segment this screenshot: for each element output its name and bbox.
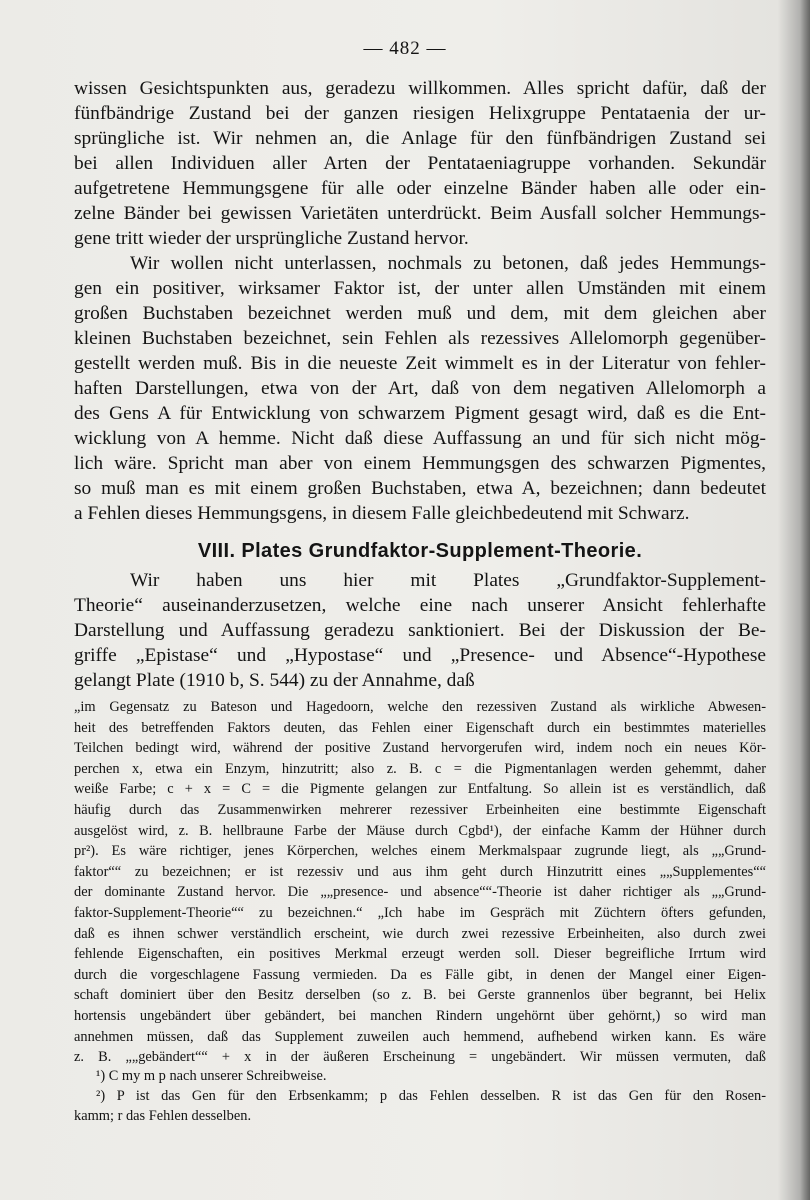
quote-line: fehlende Eigenschaften, ein positives Merkmal erzeugt werden soll. Dieser begreifliche Irrtum wird	[74, 946, 766, 963]
footnote-2: ²) P ist das Gen für den Erbsenkamm; p das Fehlen desselben. R ist das Gen für den Rosen-	[96, 1088, 766, 1104]
block-quote	[74, 697, 766, 1068]
paragraph-line: Theorie“ auseinanderzusetzen, welche eine nach unserer Ansicht fehlerhafte	[74, 595, 766, 616]
quote-line: faktor-Supplement-Theorie““ zu bezeichnen.“ „Ich habe im Gespräch mit Züchtern öfters gefunden,	[74, 904, 766, 921]
paragraph-line: gen ein positiver, wirksamer Faktor ist, der unter allen Umständen mit einem	[74, 278, 766, 299]
paragraph-line: so muß man es mit einem großen Buchstaben, etwa A, bezeichnen; dann bedeutet	[74, 478, 766, 499]
quote-line: schaft dominiert über den Besitz derselben (so z. B. bei Gerste grannenlos über begrannt, bei Helix	[74, 987, 766, 1004]
quote-line: „im Gegensatz zu Bateson und Hagedoorn, welche den rezessiven Zustand als wirkliche Abwesen-	[74, 699, 766, 715]
quote-line: hortensis ungebändert über gebändert, bei manchen Rindern ungehörnt über gehörnt,) so wird man	[74, 1007, 766, 1024]
paragraph-line: gene tritt wieder der ursprüngliche Zustand hervor.	[74, 228, 469, 249]
page-edge-shadow	[800, 0, 810, 1200]
paragraph-line: Darstellung und Auffassung geradezu sanktioniert. Bei der Diskussion der Be-	[74, 620, 766, 641]
paragraph-1	[74, 76, 766, 251]
section-heading: VIII. Plates Grundfaktor-Supplement-Theorie.	[197, 540, 643, 562]
paragraph-line: des Gens A für Entwicklung von schwarzem Pigment gesagt wird, daß es die Ent-	[74, 403, 766, 424]
quote-line: pr²). Es wäre richtiger, jenes Körperchen, welches einem Merkmalspaar zugrunde liegt, als „„Grund-	[74, 843, 766, 860]
paragraph-line: zelne Bänder bei gewissen Varietäten unterdrückt. Beim Ausfall solcher Hemmungs-	[74, 203, 766, 224]
quote-line: faktor““ zu bezeichnen; er ist rezessiv und aus ihm geht durch Hinzutritt eines „„Supplementes““	[74, 863, 766, 880]
paragraph-line: a Fehlen dieses Hemmungsgens, in diesem Falle gleichbedeutend mit Schwarz.	[74, 503, 690, 524]
paragraph-line: gestellt werden muß. Bis in die neueste Zeit wimmelt es in der Literatur von fehler-	[74, 353, 766, 374]
quote-line: durch die vorgeschlagene Fassung vermieden. Da es Fälle gibt, in denen der Mangel einer Eigen-	[74, 966, 766, 983]
paragraph-line: sprüngliche ist. Wir nehmen an, die Anlage für den fünfbändrigen Zustand sei	[74, 128, 766, 149]
paragraph-line: aufgetretene Hemmungsgene für alle oder einzelne Bänder haben alle oder ein-	[74, 178, 766, 199]
paragraph-line: lich wäre. Spricht man aber von einem Hemmungsgen des schwarzen Pigmentes,	[74, 453, 766, 474]
footnotes	[74, 1066, 766, 1126]
paragraph-line: fünfbändrige Zustand bei der ganzen riesigen Helixgruppe Pentataenia der ur-	[74, 103, 766, 124]
quote-line: häufig durch das Zusammenwirken mehrerer rezessiver Erbeinheiten eine bestimmte Eigenschaft	[74, 801, 766, 818]
quote-line: perchen x, etwa ein Enzym, hinzutritt; also z. B. c = die Pigmentanlagen werden gehemmt, daher	[74, 760, 766, 777]
paragraph-line: Wir haben uns hier mit Plates „Grundfaktor-Supplement-	[130, 570, 766, 591]
footnote-1: ¹) C my m p nach unserer Schreibweise.	[96, 1068, 327, 1084]
paragraph-line: wicklung von A hemme. Nicht daß diese Auffassung an und für sich nicht mög-	[74, 428, 766, 449]
paragraph-line: haften Darstellungen, etwa von der Art, daß von dem negativen Allelomorph a	[74, 378, 766, 399]
paragraph-2	[74, 251, 766, 526]
paragraph-line: griffe „Epistase“ und „Hypostase“ und „Presence- und Absence“-Hypothese	[74, 645, 766, 666]
paragraph-line: großen Buchstaben bezeichnet werden muß und dem, mit dem gleichen aber	[74, 303, 766, 324]
paragraph-line: bei allen Individuen aller Arten der Pentataeniagruppe vorhanden. Sekundär	[74, 153, 766, 174]
paragraph-line: Wir wollen nicht unterlassen, nochmals zu betonen, daß jedes Hemmungs-	[130, 253, 766, 274]
quote-line: der dominante Zustand hervor. Die „„presence- und absence““-Theorie ist daher richtiger als „„Grund-	[74, 884, 766, 901]
paragraph-line: wissen Gesichtspunkten aus, geradezu willkommen. Alles spricht dafür, daß der	[74, 78, 766, 99]
quote-line: weiße Farbe; c + x = C = die Pigmente gelangen zur Entfaltung. So allein ist es verständlich, daß	[74, 781, 766, 798]
paragraph-line: gelangt Plate (1910 b, S. 544) zu der Annahme, daß	[74, 670, 475, 691]
page-number: — 482 —	[363, 38, 447, 59]
quote-line: ausgelöst wird, z. B. hellbraune Farbe der Mäuse durch Cgbd¹), der einfache Kamm der Hühner durch	[74, 822, 766, 839]
quote-line: heit des betreffenden Faktors deuten, das Fehlen einer Eigenschaft durch ein bestimmtes materielles	[74, 719, 766, 736]
quote-line: daß es ihnen schwer verständlich erscheint, wie durch zwei rezessive Erbeinheiten, also durch zwei	[74, 925, 766, 942]
quote-line: Teilchen bedingt wird, während der positive Zustand hervorgerufen wird, indem noch ein neues Kör-	[74, 740, 766, 757]
paragraph-line: kleinen Buchstaben bezeichnet, sein Fehlen als rezessives Allelomorph gegenüber-	[74, 328, 766, 349]
paragraph-3	[74, 568, 766, 693]
footnote-2-continuation: kamm; r das Fehlen desselben.	[74, 1108, 252, 1124]
quote-line: z. B. „„gebändert““ + x in der äußeren Erscheinung = ungebändert. Wir müssen vermuten, daß	[74, 1049, 766, 1066]
quote-line: annehmen müssen, daß das Supplement zuweilen auch hemmend, aufhebend wirken kann. Es wäre	[74, 1028, 766, 1045]
